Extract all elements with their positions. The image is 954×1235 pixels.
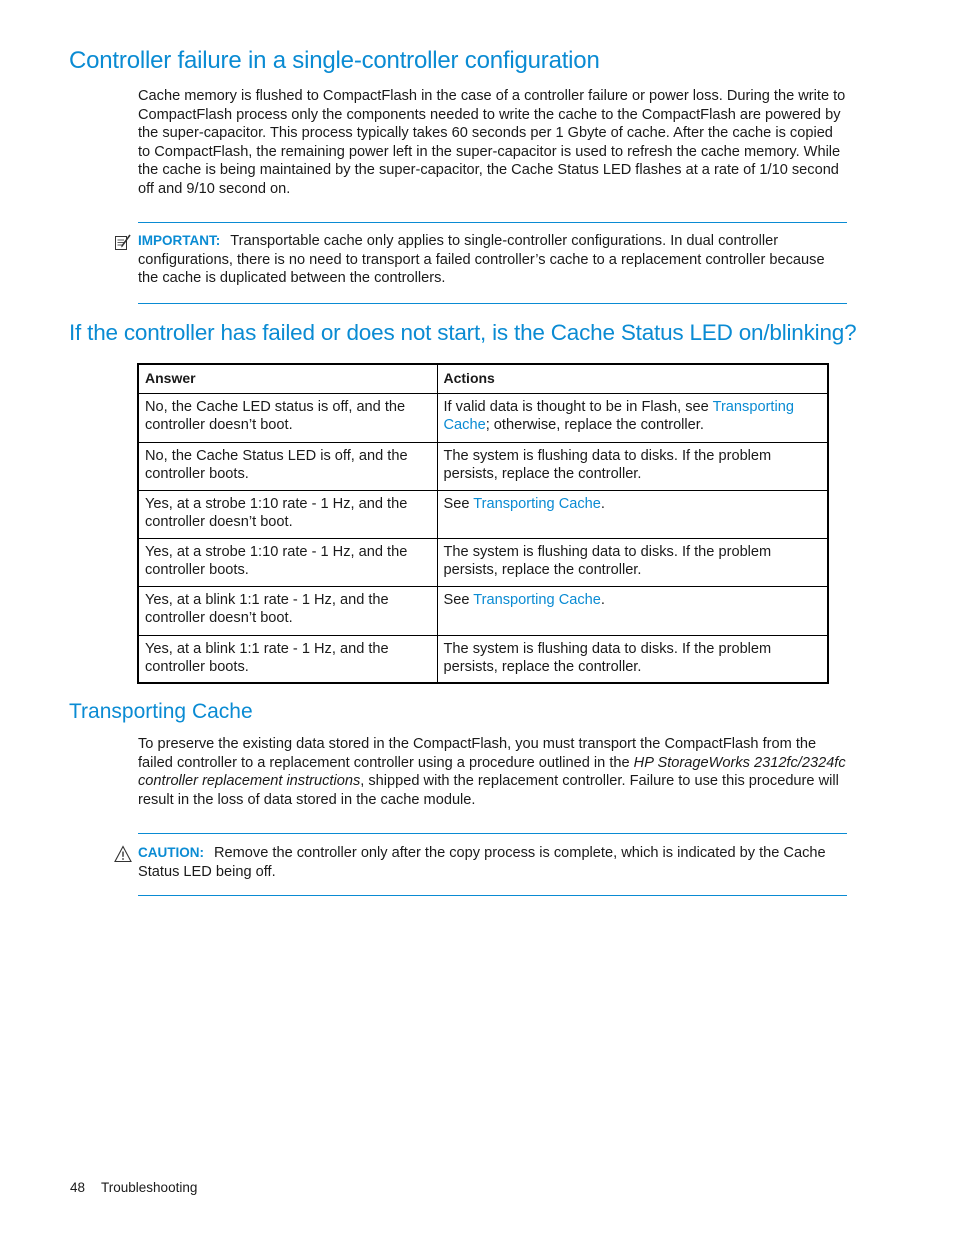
caution-text: [138, 844, 847, 881]
table-row: [138, 393, 828, 442]
section-heading-cache-led-question: If the controller has failed or does not start, is the Cache Status LED on/blinking?: [69, 320, 857, 345]
section-heading-transporting-cache: Transporting Cache: [69, 700, 253, 723]
action-text: See: [443, 591, 474, 608]
paragraph-cache-flush: Cache memory is flushed to CompactFlash in the case of a controller failure or power loss. During the write to CompactFlash process only the components needed to write the cache to the CompactFlash are powered by the super-capacitor. This process typically takes 60 seconds per 1 Gbyte of cache. After the cache is copied to CompactFlash, the remaining power left in the super-capacitor is used to refresh the cache memory. While the cache is being maintained by the super-capacitor, the Cache Status LED flashes at a rate of 1/10 second off and 9/10 second on.: [138, 88, 846, 197]
table-row: [138, 490, 828, 538]
page-number: 48: [70, 1180, 86, 1195]
chapter-name: Troubleshooting: [101, 1180, 198, 1195]
cell-action: [437, 586, 828, 635]
important-body: Transportable cache only applies to single-controller configurations. In dual controller configurations, there is no need to transport a failed controller’s cache to a replacement controller because the cache is duplicated between the controllers.: [138, 233, 825, 287]
cell-answer: No, the Cache LED status is off, and the controller doesn’t boot.: [138, 393, 437, 442]
cache-led-table: [137, 363, 829, 684]
table-row: [138, 635, 828, 683]
action-text: .: [600, 495, 605, 512]
important-text: [138, 232, 847, 288]
cell-answer: No, the Cache Status LED is off, and the controller boots.: [138, 442, 437, 490]
cell-action: [437, 442, 828, 490]
caution-notice: [138, 833, 847, 896]
note-pencil-icon: [114, 233, 132, 251]
column-header-answer: Answer: [138, 364, 437, 393]
action-text: See: [443, 495, 474, 512]
cell-action: [437, 490, 828, 538]
action-text: ; otherwise, replace the controller.: [485, 417, 704, 434]
page-footer: [70, 1180, 197, 1195]
section-heading-controller-failure: Controller failure in a single-controller configuration: [69, 47, 600, 74]
cell-action: [437, 635, 828, 683]
cell-action: [437, 538, 828, 586]
document-title-reference: HP StorageWorks 2312fc/2324fc controller replacement instructions: [138, 754, 846, 790]
table-row: [138, 442, 828, 490]
important-label: IMPORTANT:: [138, 233, 221, 248]
action-text: The system is flushing data to disks. If the problem persists, replace the controller.: [443, 447, 772, 483]
transport-text: To preserve the existing data stored in the CompactFlash, you must transport the CompactFlash from the failed controller to a replacement controller using a procedure outlined in the: [138, 736, 817, 771]
cell-answer: Yes, at a blink 1:1 rate - 1 Hz, and the controller boots.: [138, 635, 437, 683]
transporting-cache-link[interactable]: Transporting Cache: [473, 495, 601, 512]
transport-text: , shipped with the replacement controller. Failure to use this procedure will result in the loss of data stored in the cache module.: [138, 773, 839, 808]
transporting-cache-link[interactable]: Transporting Cache: [443, 398, 794, 434]
table-row: [138, 538, 828, 586]
cell-answer: Yes, at a strobe 1:10 rate - 1 Hz, and the controller boots.: [138, 538, 437, 586]
caution-body: Remove the controller only after the copy process is complete, which is indicated by the Cache Status LED being off.: [138, 845, 826, 880]
paragraph-transporting-cache: [138, 735, 846, 809]
caution-label: CAUTION:: [138, 845, 204, 860]
column-header-actions: Actions: [437, 364, 828, 393]
transporting-cache-link[interactable]: Transporting Cache: [473, 591, 601, 608]
warning-triangle-icon: [114, 845, 132, 863]
action-text: .: [600, 591, 605, 608]
cell-answer: Yes, at a strobe 1:10 rate - 1 Hz, and the controller doesn’t boot.: [138, 490, 437, 538]
cell-action: [437, 393, 828, 442]
table-row: [138, 586, 828, 635]
action-text: If valid data is thought to be in Flash, see: [443, 398, 713, 415]
important-notice: [138, 222, 847, 304]
action-text: The system is flushing data to disks. If the problem persists, replace the controller.: [443, 543, 772, 579]
action-text: The system is flushing data to disks. If the problem persists, replace the controller.: [443, 640, 772, 676]
cell-answer: Yes, at a blink 1:1 rate - 1 Hz, and the controller doesn’t boot.: [138, 586, 437, 635]
table-header-row: [138, 364, 828, 393]
